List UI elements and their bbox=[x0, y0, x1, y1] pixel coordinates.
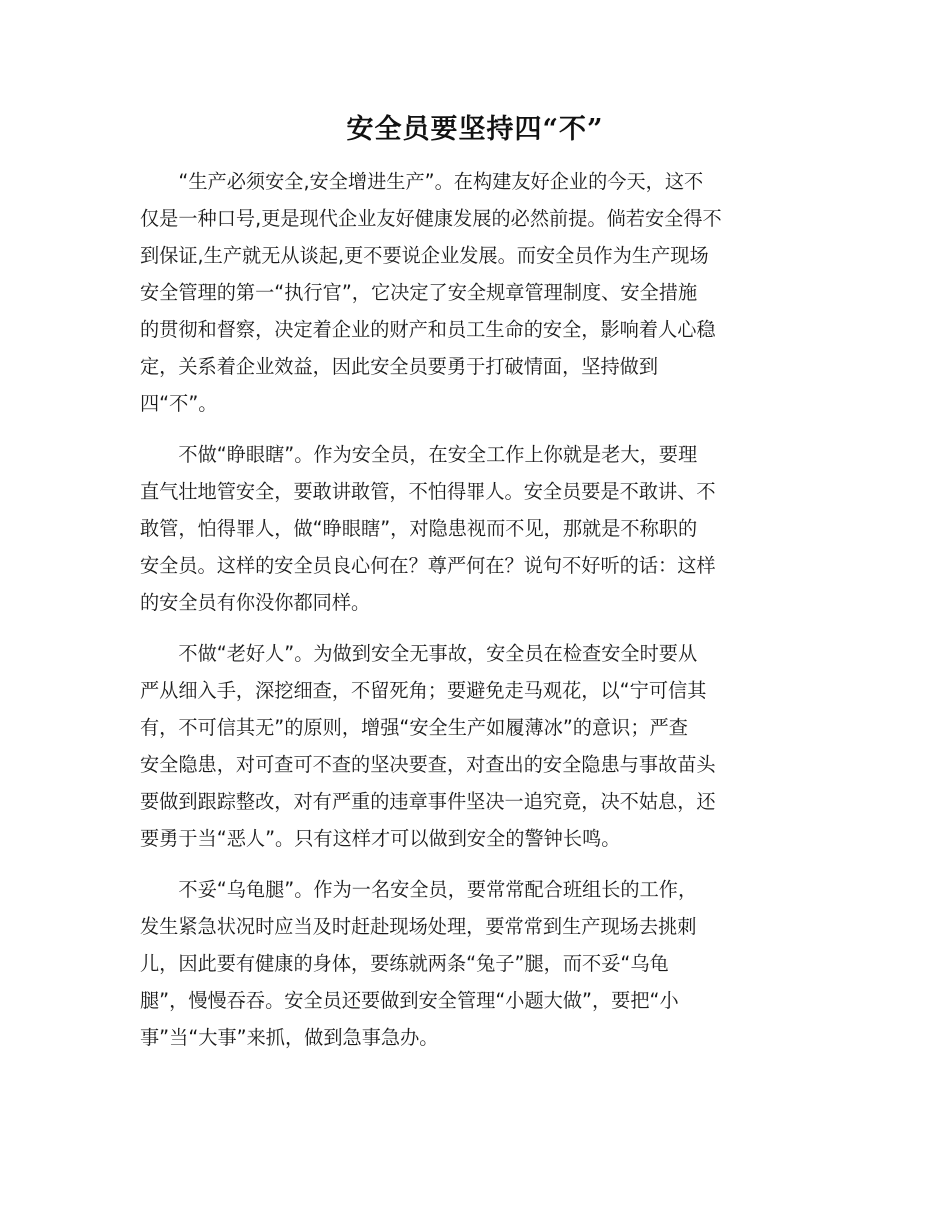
document-title: 安全员要坚持四“不” bbox=[346, 114, 604, 145]
text-line: “生产必须安全,安全增进生产”。在构建友好企业的今天，这不 bbox=[178, 170, 704, 193]
text-line: 不做“睁眼瞎”。作为安全员，在安全工作上你就是老大，要理 bbox=[178, 443, 698, 466]
text-line: 不妥“乌龟腿”。作为一名安全员，要常常配合班组长的工作， bbox=[178, 878, 698, 901]
paragraph bbox=[140, 163, 810, 422]
text-line: 事”当“大事”来抓，做到急事急办。 bbox=[140, 1026, 439, 1049]
text-line: 儿，因此要有健康的身体，要练就两条“兔子”腿，而不妥“乌龟 bbox=[140, 952, 669, 975]
text-line: 腿”，慢慢吞吞。安全员还要做到安全管理“小题大做”，要把“小 bbox=[140, 989, 679, 1012]
document-body bbox=[140, 163, 810, 1070]
text-line: 直气壮地管安全，要敢讲敢管，不怕得罪人。安全员要是不敢讲、不 bbox=[140, 480, 716, 503]
text-line: 要做到跟踪整改，对有严重的违章事件坚决一追究竟，决不姑息，还 bbox=[140, 790, 716, 813]
text-line: 严从细入手，深挖细查，不留死角；要避免走马观花，以“宁可信其 bbox=[140, 679, 707, 702]
text-line: 有，不可信其无”的原则，增强“安全生产如履薄冰”的意识；严查 bbox=[140, 716, 688, 739]
text-line: 不做“老好人”。为做到安全无事故，安全员在检查安全时要从 bbox=[178, 642, 698, 665]
paragraph bbox=[140, 871, 810, 1056]
text-line: 的安全员有你没你都同样。 bbox=[140, 591, 371, 614]
text-line: 仅是一种口号,更是现代企业友好健康发展的必然前提。倘若安全得不 bbox=[140, 207, 722, 230]
text-line: 定，关系着企业效益，因此安全员要勇于打破情面，坚持做到 bbox=[140, 355, 659, 378]
text-line: 敢管，怕得罪人，做“睁眼瞎”，对隐患视而不见，那就是不称职的 bbox=[140, 517, 698, 540]
paragraph bbox=[140, 436, 810, 621]
text-line: 安全管理的第一“执行官”，它决定了安全规章管理制度、安全措施 bbox=[140, 281, 698, 304]
text-line: 安全隐患，对可查可不查的坚决要查，对查出的安全隐患与事故苗头 bbox=[140, 753, 716, 776]
paragraph bbox=[140, 635, 810, 857]
text-line: 发生紧急状况时应当及时赶赴现场处理，要常常到生产现场去挑刺 bbox=[140, 915, 697, 938]
text-line: 的贯彻和督察，决定着企业的财产和员工生命的安全，影响着人心稳 bbox=[140, 318, 716, 341]
text-line: 四“不”。 bbox=[140, 392, 218, 415]
text-line: 到保证,生产就无从谈起,更不要说企业发展。而安全员作为生产现场 bbox=[140, 244, 709, 267]
text-line: 安全员。这样的安全员良心何在？尊严何在？说句不好听的话：这样 bbox=[140, 554, 716, 577]
text-line: 要勇于当“恶人”。只有这样才可以做到安全的警钟长鸣。 bbox=[140, 827, 621, 850]
